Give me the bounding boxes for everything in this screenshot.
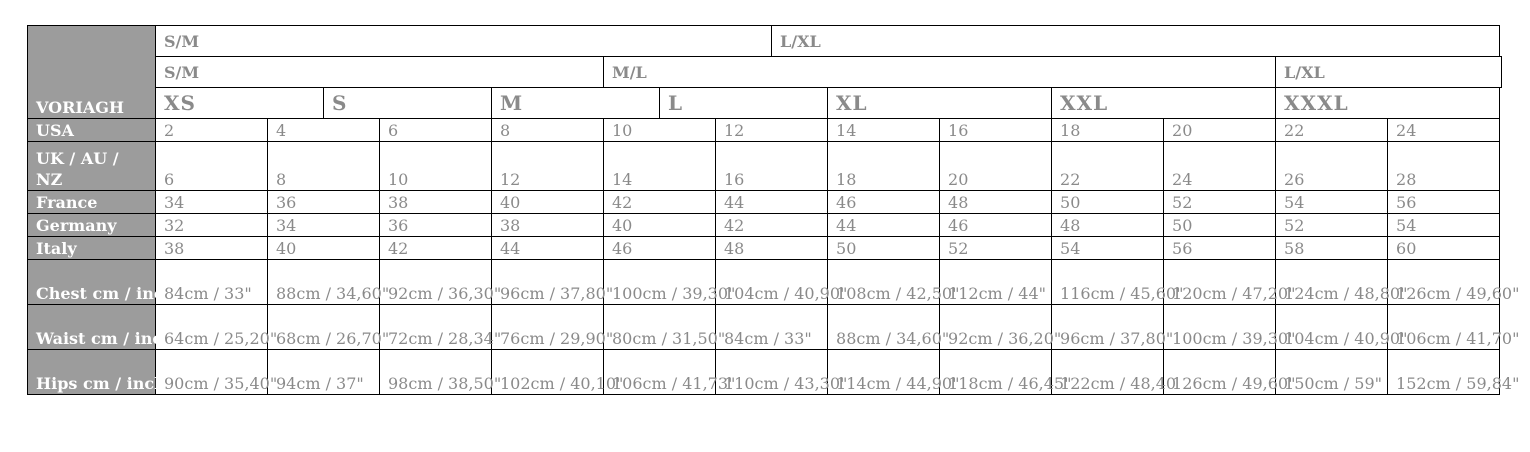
- table-cell: 52: [1164, 191, 1276, 214]
- table-cell: 112cm / 44": [940, 260, 1052, 305]
- table-cell: 68cm / 26,70": [268, 305, 380, 350]
- table-cell: 18: [1052, 119, 1164, 142]
- table-cell: 50: [1052, 191, 1164, 214]
- alpha-size-sm: S/M: [156, 26, 772, 57]
- table-cell: 124cm / 48,80": [1276, 260, 1388, 305]
- table-row: [28, 142, 1502, 191]
- table-cell: 36: [380, 214, 492, 237]
- table-cell: 118cm / 46,45": [940, 350, 1052, 395]
- table-cell: 60: [1388, 237, 1500, 260]
- table-cell: 76cm / 29,90": [492, 305, 604, 350]
- table-cell: 14: [604, 142, 716, 191]
- table-cell: 20: [1164, 119, 1276, 142]
- size-chart-table: [27, 25, 1520, 395]
- table-cell: 88cm / 34,60": [828, 305, 940, 350]
- table-cell: 72cm / 28,34": [380, 305, 492, 350]
- table-cell: 28: [1388, 142, 1500, 191]
- table-cell: 114cm / 44,90": [828, 350, 940, 395]
- table-cell: 22: [1052, 142, 1164, 191]
- table-cell: 104cm / 40,90": [1276, 305, 1388, 350]
- size-xxl: XXL: [1052, 88, 1276, 119]
- size-xs: XS: [156, 88, 324, 119]
- table-cell: 12: [716, 119, 828, 142]
- table-cell: 150cm / 59": [1276, 350, 1388, 395]
- table-cell: 94cm / 37": [268, 350, 380, 395]
- row-label: Waist cm / inch: [28, 305, 156, 350]
- table-cell: 56: [1164, 237, 1276, 260]
- table-cell: 44: [828, 214, 940, 237]
- table-cell: 98cm / 38,50": [380, 350, 492, 395]
- table-cell: 8: [492, 119, 604, 142]
- table-cell: 46: [940, 214, 1052, 237]
- table-cell: 8: [268, 142, 380, 191]
- table-cell: 64cm / 25,20": [156, 305, 268, 350]
- table-cell: 44: [492, 237, 604, 260]
- table-cell: 12: [492, 142, 604, 191]
- table-cell: 126cm / 49,60": [1164, 350, 1276, 395]
- table-cell: 100cm / 39,30": [1164, 305, 1276, 350]
- table-cell: 40: [268, 237, 380, 260]
- size-l: L: [660, 88, 828, 119]
- table-cell: 92cm / 36,30": [380, 260, 492, 305]
- row-label: Chest cm / inch: [28, 260, 156, 305]
- table-cell: 34: [268, 214, 380, 237]
- table-cell: 44: [716, 191, 828, 214]
- table-cell: 48: [940, 191, 1052, 214]
- table-cell: 42: [716, 214, 828, 237]
- table-cell: 2: [156, 119, 268, 142]
- table-cell: 42: [604, 191, 716, 214]
- table-cell: 102cm / 40,10": [492, 350, 604, 395]
- table-cell: 24: [1164, 142, 1276, 191]
- table-cell: 16: [716, 142, 828, 191]
- table-cell: 84cm / 33": [716, 305, 828, 350]
- table-cell: 56: [1388, 191, 1500, 214]
- row-label: USA: [28, 119, 156, 142]
- table-cell: 84cm / 33": [156, 260, 268, 305]
- size-xl: XL: [828, 88, 1052, 119]
- alpha-size-ml: M/L: [604, 57, 1276, 88]
- table-cell: 38: [492, 214, 604, 237]
- table-cell: 6: [156, 142, 268, 191]
- table-cell: 14: [828, 119, 940, 142]
- table-cell: 96cm / 37,80": [492, 260, 604, 305]
- table-cell: 16: [940, 119, 1052, 142]
- table-cell: 120cm / 47,20": [1164, 260, 1276, 305]
- table-cell: 122cm / 48,40: [1052, 350, 1164, 395]
- table-cell: 126cm / 49,60": [1388, 260, 1500, 305]
- table-cell: 152cm / 59,84": [1388, 350, 1500, 395]
- table-cell: 52: [1276, 214, 1388, 237]
- table-cell: 110cm / 43,30": [716, 350, 828, 395]
- size-m: M: [492, 88, 660, 119]
- alpha-size-sm-2: S/M: [156, 57, 604, 88]
- table-row: [28, 237, 1502, 260]
- table-cell: 90cm / 35,40": [156, 350, 268, 395]
- size-s: S: [324, 88, 492, 119]
- table-cell: 36: [268, 191, 380, 214]
- table-cell: 104cm / 40,90": [716, 260, 828, 305]
- table-cell: 4: [268, 119, 380, 142]
- table-cell: 38: [380, 191, 492, 214]
- table-cell: 50: [1164, 214, 1276, 237]
- table-cell: 54: [1052, 237, 1164, 260]
- table-cell: 48: [1052, 214, 1164, 237]
- table-cell: 58: [1276, 237, 1388, 260]
- table-cell: 116cm / 45,60": [1052, 260, 1164, 305]
- table-row: [28, 260, 1502, 305]
- row-label: Hips cm / inch: [28, 350, 156, 395]
- table-cell: 54: [1276, 191, 1388, 214]
- table-cell: 24: [1388, 119, 1500, 142]
- table-cell: 6: [380, 119, 492, 142]
- table-cell: 88cm / 34,60": [268, 260, 380, 305]
- alpha-size-lxl: L/XL: [772, 26, 1500, 57]
- table-row: [28, 350, 1502, 395]
- table-cell: 92cm / 36,20": [940, 305, 1052, 350]
- table-cell: 100cm / 39,30": [604, 260, 716, 305]
- row-label: France: [28, 191, 156, 214]
- table-cell: 38: [156, 237, 268, 260]
- table-cell: 48: [716, 237, 828, 260]
- table-cell: 10: [604, 119, 716, 142]
- table-cell: 34: [156, 191, 268, 214]
- table-cell: 80cm / 31,50": [604, 305, 716, 350]
- table-cell: 106cm / 41,70": [1388, 305, 1500, 350]
- table-row: [28, 191, 1502, 214]
- table-cell: 18: [828, 142, 940, 191]
- table-cell: 46: [828, 191, 940, 214]
- table-cell: 20: [940, 142, 1052, 191]
- table-cell: 52: [940, 237, 1052, 260]
- row-label: Germany: [28, 214, 156, 237]
- alpha-size-lxl-2: L/XL: [1276, 57, 1502, 88]
- table-cell: 26: [1276, 142, 1388, 191]
- table-cell: 40: [604, 214, 716, 237]
- table-cell: 40: [492, 191, 604, 214]
- row-label: Italy: [28, 237, 156, 260]
- table-cell: 96cm / 37,80": [1052, 305, 1164, 350]
- row-label: UK / AU / NZ: [28, 142, 156, 191]
- table-row: [28, 305, 1502, 350]
- table-cell: 22: [1276, 119, 1388, 142]
- table-row: [28, 214, 1502, 237]
- table-cell: 42: [380, 237, 492, 260]
- table-cell: 32: [156, 214, 268, 237]
- size-xxxl: XXXL: [1276, 88, 1500, 119]
- table-cell: 10: [380, 142, 492, 191]
- table-cell: 106cm / 41,73": [604, 350, 716, 395]
- table-cell: 54: [1388, 214, 1500, 237]
- table-cell: 46: [604, 237, 716, 260]
- table-cell: 108cm / 42,50": [828, 260, 940, 305]
- table-cell: 50: [828, 237, 940, 260]
- brand-cell: VORIAGH: [28, 26, 156, 119]
- table-row: [28, 119, 1502, 142]
